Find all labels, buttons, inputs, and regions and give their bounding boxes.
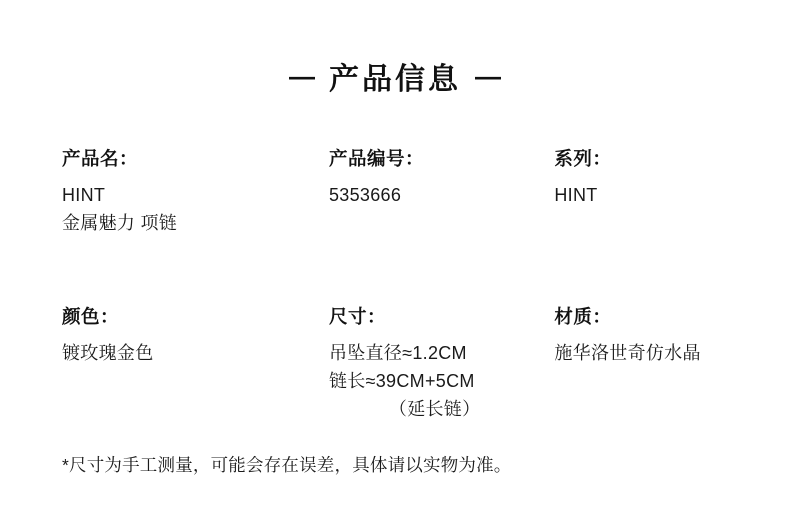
- field-size: [329, 306, 554, 424]
- field-material: [554, 306, 762, 368]
- field-product-name-value-line1: HINT: [62, 185, 106, 206]
- field-series-label: 系列：: [554, 148, 612, 169]
- field-product-code: [329, 148, 554, 210]
- field-series: [554, 148, 762, 210]
- field-size-value: [329, 340, 554, 424]
- field-material-value-line1: 施华洛世奇仿水晶: [554, 343, 701, 364]
- title-dash-right: —: [475, 60, 501, 91]
- page-title: [0, 54, 790, 98]
- title-text: 产品信息: [329, 63, 461, 96]
- field-product-code-value-line1: 5353666: [328, 185, 402, 206]
- info-grid: [62, 148, 762, 424]
- field-product-name-label: 产品名：: [62, 148, 139, 169]
- field-size-value-line2: 链长≈39CM+5CM: [328, 371, 475, 392]
- measurement-disclaimer: *尺寸为手工测量，可能会存在误差，具体请以实物为准。: [62, 455, 512, 475]
- field-color-value: [62, 340, 329, 368]
- field-size-value-line3: （延长链）: [388, 398, 481, 419]
- field-color-value-line1: 镀玫瑰金色: [62, 343, 154, 364]
- field-size-label: 尺寸：: [328, 305, 386, 327]
- field-product-name-value: [62, 182, 329, 238]
- field-color-label: 颜色：: [62, 305, 120, 327]
- info-row-2: [62, 306, 762, 424]
- field-size-value-line1: 吊坠直径≈1.2CM: [328, 343, 467, 364]
- field-series-value: [554, 182, 762, 210]
- title-dash-left: —: [289, 60, 315, 91]
- field-product-name-value-line2: 金属魅力 项链: [62, 213, 178, 234]
- field-series-value-line1: HINT: [554, 185, 598, 206]
- field-product-name: [62, 148, 329, 238]
- field-product-code-label: 产品编号：: [328, 148, 424, 169]
- field-color: [62, 306, 329, 368]
- field-material-label: 材质：: [554, 305, 612, 327]
- field-material-value: [554, 340, 762, 368]
- field-product-code-value: [329, 182, 554, 210]
- info-row-1: [62, 148, 762, 238]
